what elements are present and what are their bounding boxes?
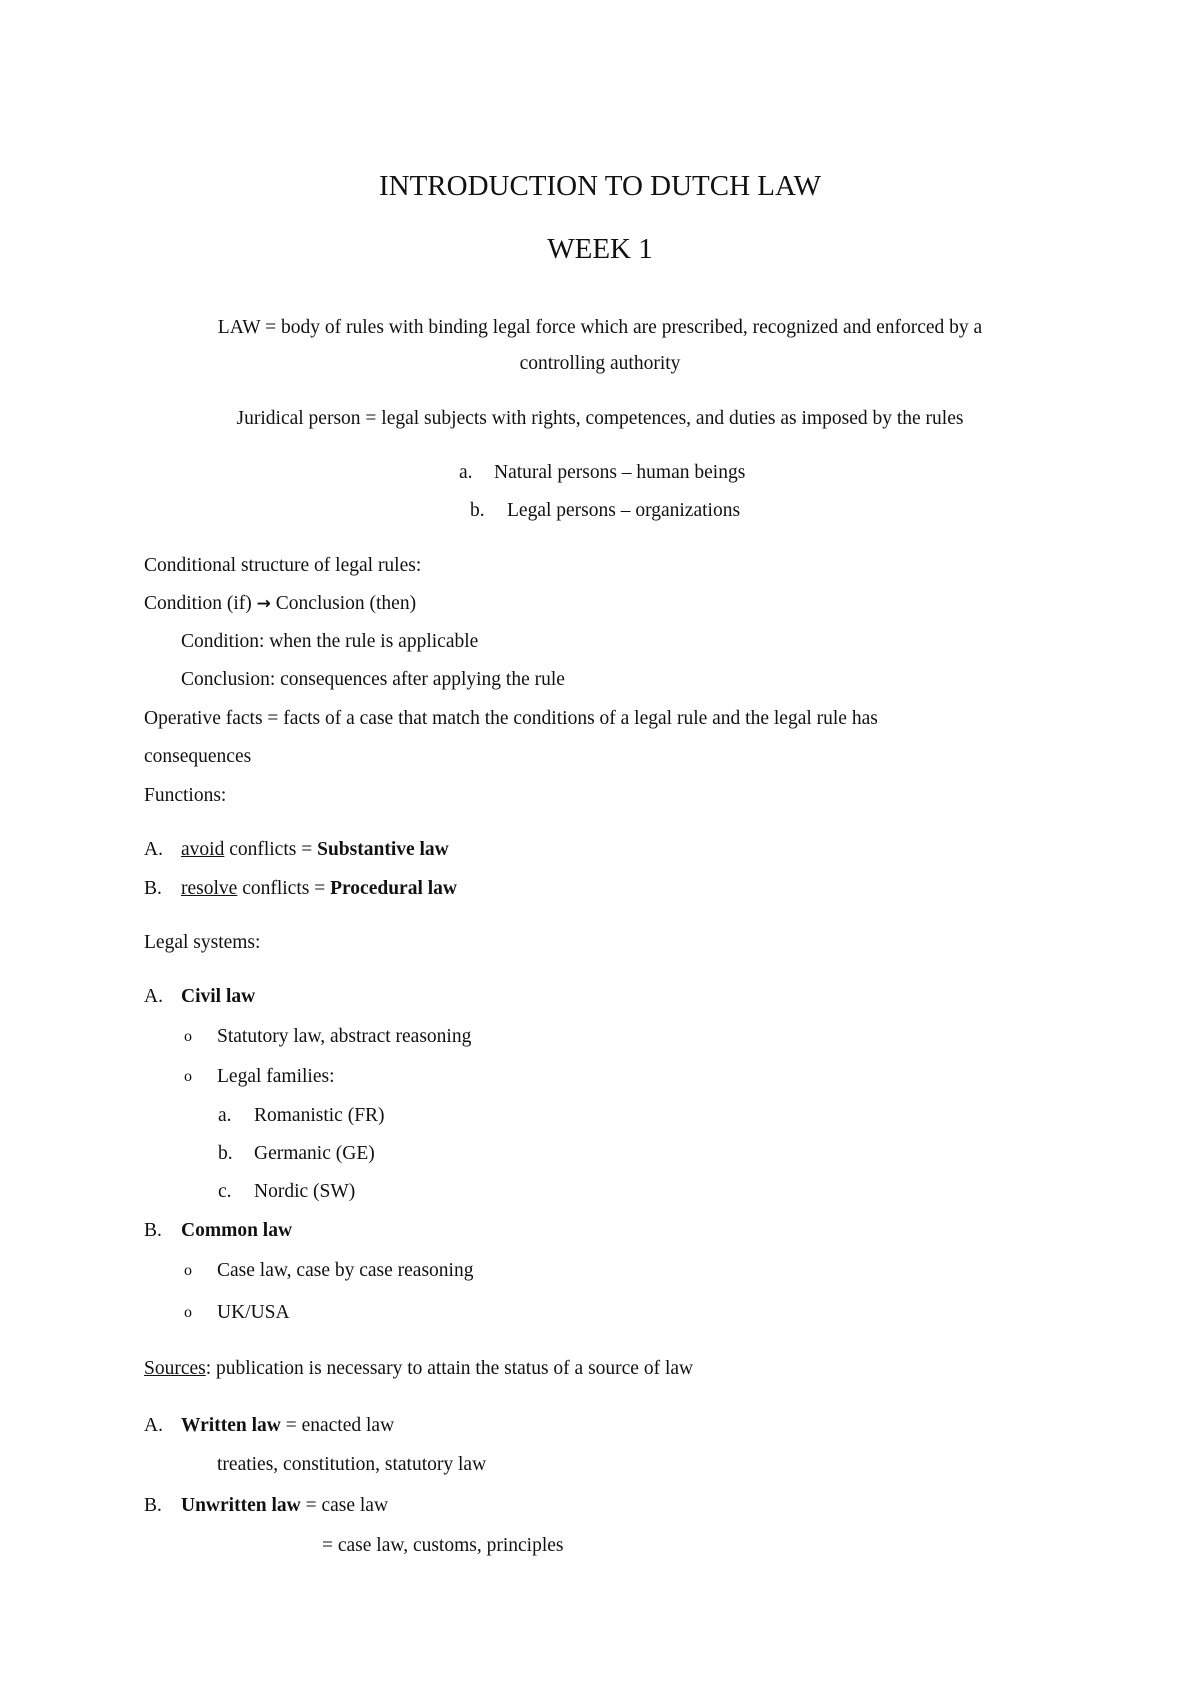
bullet-text: Case law, case by case reasoning	[217, 1260, 474, 1281]
condition-conclusion-line	[144, 594, 416, 614]
function-law-type: Procedural law	[330, 878, 458, 899]
functions-heading: Functions:	[144, 785, 227, 806]
conclusion-then-text: Conclusion (then)	[275, 593, 417, 614]
written-law-rest: = enacted law	[280, 1415, 395, 1436]
function-text	[181, 879, 457, 899]
bullet-text: UK/USA	[217, 1302, 290, 1323]
list-marker: B.	[144, 878, 162, 899]
arrow-right-icon: →	[256, 594, 271, 614]
operative-facts-line-1: Operative facts = facts of a case that match the conditions of a legal rule and the legal rule has	[144, 708, 878, 729]
unwritten-law-text	[181, 1496, 388, 1516]
list-marker: c.	[218, 1181, 232, 1202]
list-item-text: Natural persons – human beings	[494, 462, 746, 483]
document-title: INTRODUCTION TO DUTCH LAW	[378, 170, 822, 202]
written-law-text	[181, 1416, 394, 1436]
juridical-person-definition: Juridical person = legal subjects with rights, competences, and duties as imposed by the rules	[236, 408, 964, 429]
function-law-type: Substantive law	[317, 839, 449, 860]
function-text	[181, 840, 449, 860]
conditional-structure-heading: Conditional structure of legal rules:	[144, 555, 422, 576]
sources-line	[144, 1359, 693, 1379]
law-definition-line-2: controlling authority	[519, 353, 681, 374]
unwritten-law-sub: = case law, customs, principles	[322, 1535, 564, 1556]
list-marker: A.	[144, 986, 163, 1007]
law-definition-line-1: LAW = body of rules with binding legal force which are prescribed, recognized and enforced by a	[217, 317, 983, 338]
condition-if-text: Condition (if)	[144, 593, 252, 614]
family-text: Nordic (SW)	[254, 1181, 356, 1202]
list-marker: a.	[218, 1105, 232, 1126]
list-marker: B.	[144, 1220, 162, 1241]
legal-systems-heading: Legal systems:	[144, 932, 261, 953]
sources-label: Sources	[144, 1358, 206, 1379]
civil-law-label: Civil law	[181, 986, 256, 1007]
function-mid: conflicts =	[237, 878, 331, 899]
list-marker: A.	[144, 839, 163, 860]
bullet-marker: o	[184, 1068, 192, 1085]
unwritten-law-label: Unwritten law	[181, 1495, 301, 1516]
list-item-text: Legal persons – organizations	[507, 500, 741, 521]
function-verb: avoid	[181, 839, 225, 860]
operative-facts-line-2: consequences	[144, 746, 252, 767]
list-marker: b.	[218, 1143, 233, 1164]
bullet-marker: o	[184, 1262, 192, 1279]
function-mid: conflicts =	[224, 839, 318, 860]
bullet-marker: o	[184, 1028, 192, 1045]
conclusion-description: Conclusion: consequences after applying the rule	[181, 669, 565, 690]
written-law-sub: treaties, constitution, statutory law	[217, 1454, 487, 1475]
bullet-text: Statutory law, abstract reasoning	[217, 1026, 472, 1047]
function-verb: resolve	[181, 878, 238, 899]
common-law-label: Common law	[181, 1220, 293, 1241]
list-marker: B.	[144, 1495, 162, 1516]
list-marker: b.	[470, 500, 485, 521]
unwritten-law-rest: = case law	[300, 1495, 389, 1516]
condition-description: Condition: when the rule is applicable	[181, 631, 479, 652]
written-law-label: Written law	[181, 1415, 281, 1436]
bullet-text: Legal families:	[217, 1066, 335, 1087]
family-text: Germanic (GE)	[254, 1143, 375, 1164]
list-marker: a.	[459, 462, 473, 483]
family-text: Romanistic (FR)	[254, 1105, 385, 1126]
week-heading: WEEK 1	[547, 233, 653, 265]
sources-text: : publication is necessary to attain the status of a source of law	[205, 1358, 694, 1379]
bullet-marker: o	[184, 1304, 192, 1321]
list-marker: A.	[144, 1415, 163, 1436]
